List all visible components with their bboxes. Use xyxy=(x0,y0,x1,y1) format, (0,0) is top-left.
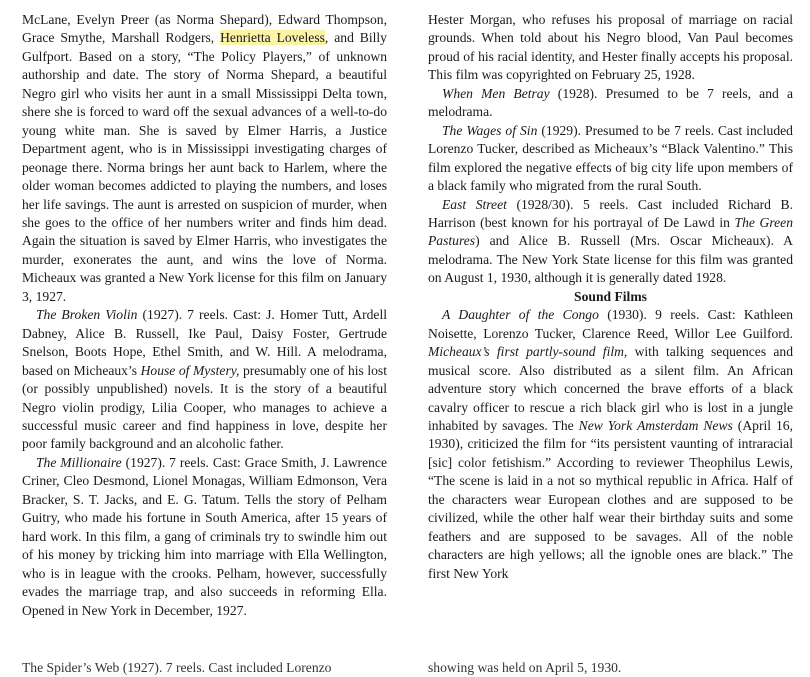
section-heading: Sound Films xyxy=(574,288,647,304)
cutoff-line-right: showing was held on April 5, 1930. xyxy=(428,660,622,675)
paragraph-when-men-betray: When Men Betray (1928). Presumed to be 7 reels, and a melodrama. xyxy=(428,85,793,120)
paragraph-the-millionaire: The Millionaire (1927). 7 reels. Cast: Grace Smith, J. Lawrence Criner, Cleo Desmond, Lionel Monagas, William Edmonson, Vera Bracker, S. T. Jacks, and E. G. Tatum. Tells the story of Pelham Guitry, who made his fortune in South America, after 15 years of hard work. In this film, a gang of criminals try to swindle him out of his money by tricking him into marriage with Ella Wellington, who is in league with the crooks. Pelham, however, successfully evades the marriage trap, and also succeeds in reforming Ella. Opened in New York in December, 1927. xyxy=(22,454,387,618)
left-column xyxy=(22,11,387,620)
paragraph-east-street: East Street (1928/30). 5 reels. Cast included Richard B. Harrison (best known for his portrayal of De Lawd in The Green Pastures) and Alice B. Russell (Mrs. Oscar Micheaux). A melodrama. The New York State license for this film was granted on August 1, 1930, although it is generally dated 1928. xyxy=(428,196,793,286)
film-title: The Broken Violin xyxy=(36,307,138,323)
paragraph-the-broken-violin: The Broken Violin (1927). 7 reels. Cast: J. Homer Tutt, Ardell Dabney, Alice B. Russell, Ike Paul, Daisy Foster, Gertrude Snelson, Boots Hope, Ethel Smith, and W. Hill. A melodrama, based on Micheaux’s House of Mystery, presumably one of his lost (or possibly unpublished) novels. It is the story of a beautiful Negro violin prodigy, Lilia Cooper, who manages to achieve a successful music career and find happiness in love, despite her poor family background and an alcoholic father. xyxy=(22,307,387,452)
film-title: A Daughter of the Congo xyxy=(442,307,599,323)
cutoff-line-left: The Spider’s Web (1927). 7 reels. Cast included Lorenzo xyxy=(22,660,332,675)
paragraph-the-wages-of-sin: The Wages of Sin (1929). Presumed to be 7 reels. Cast included Lorenzo Tucker, described as Micheaux’s “Black Valentino.” This film explored the negative effects of big city life upon members of a black family who migrated from the rural South. xyxy=(428,122,793,194)
paragraph-a-daughter-of-the-congo: A Daughter of the Congo (1930). 9 reels. Cast: Kathleen Noisette, Lorenzo Tucker, Clarence Reed, Willor Lee Guilford. Micheaux’s first partly-sound film, with talking sequences and musical score. Also distributed as a silent film. An African adventure story which concerned the brave efforts of a black cavalry officer to rescue a rich black girl who is lost in a jungle inhabited by savages. The New York Amsterdam News (April 16, 1930), criticized the film for “its persistent vaunting of intraracial [sic] color fetishism.” According to reviewer Theophilus Lewis, “The scene is laid in a not so mythical republic in Africa. Half of the characters wear European clothes and are supposed to be civilized, while the other half wear their birthday suits and some feathers and are supposed to be savages. All of the noble characters are high yellows; all the ignoble ones are black.” The first New York xyxy=(428,307,793,581)
highlighted-text[interactable]: Henrietta Loveless xyxy=(220,30,325,46)
film-title: When Men Betray xyxy=(442,85,550,101)
paragraph-the-wages-cont: McLane, Evelyn Preer (as Norma Shepard), Edward Thompson, Grace Smythe, Marshall Rodgers, Henrietta Loveless, and Billy Gulfport. Based on a story, “The Policy Players,” of unknown authorship and date. The story of Norma Shepard, a beautiful Negro girl who visits her aunt in a small Mississippi Delta town, shere she is forced to ward off the sexual advances of a well-to-do young white man. She is saved by Elmer Harris, a Justice Department agent, who is in Mississippi investigating charges of peonage there. Norma brings her aunt back to Harlem, where the older woman becomes addicted to playing the numbers, and loses her life savings. The aunt is arrested on suspicion of murder, when she goes to the office of her numbers writer and finds him dead. Again the situation is saved by Elmer Harris, who investigates the murder, exonerates the aunt, and wins the love of Norma. Micheaux was granted a New York license for this film on January 3, 1927. xyxy=(22,12,387,304)
film-title: The Wages of Sin xyxy=(442,122,538,138)
right-column xyxy=(428,11,793,583)
film-title: The Millionaire xyxy=(36,454,122,470)
film-title: East Street xyxy=(442,196,507,212)
paragraph-continuation: Hester Morgan, who refuses his proposal of marriage on racial grounds. When told about his Negro blood, Van Paul becomes proud of his racial identity, and Hester finally accepts his proposal. This film was copyrighted on February 25, 1928. xyxy=(428,12,793,83)
